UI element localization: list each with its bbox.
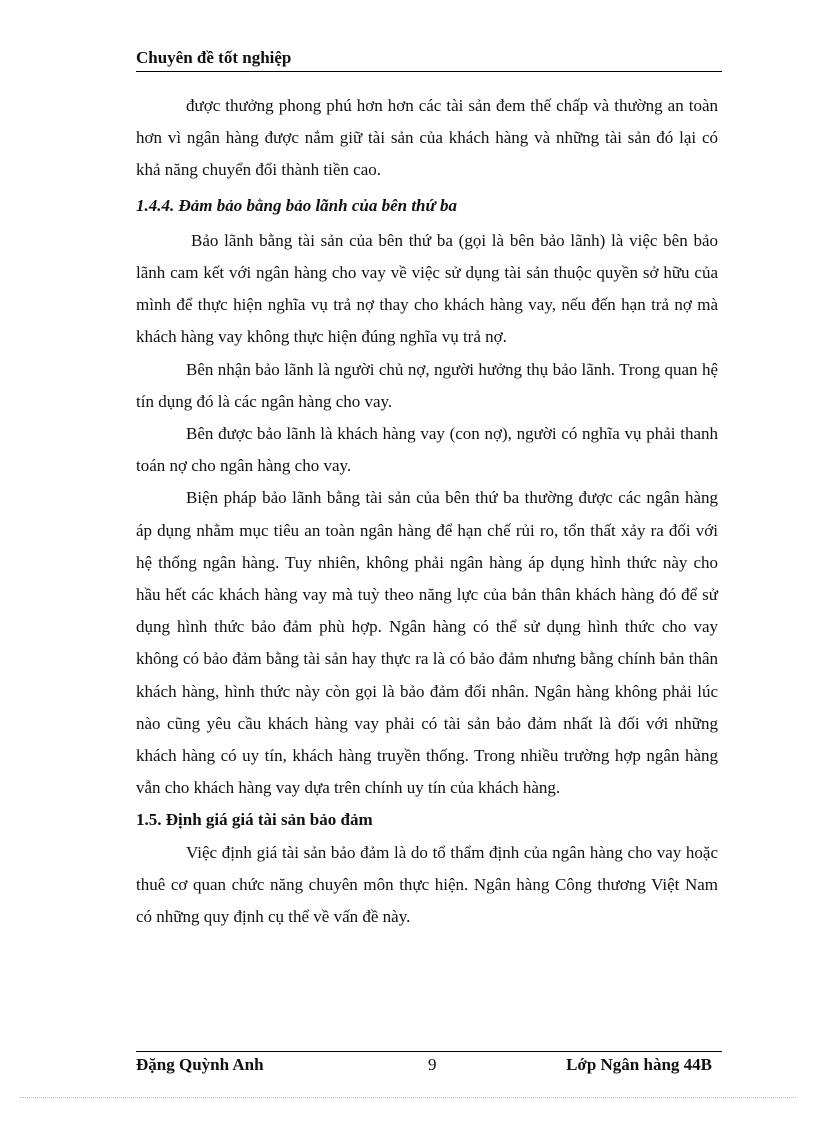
paragraph-1: được thưởng phong phú hơn hơn các tài sản đem thế chấp và thường an toàn hơn vì ngân hàng được nắm giữ tài sản của khách hàng và những tài sản đó lại có khả năng chuyển đổi thành tiền cao. — [136, 96, 718, 180]
document-body — [136, 90, 718, 933]
footer-author: Đặng Quỳnh Anh — [136, 1055, 264, 1074]
header-title: Chuyên đề tốt nghiệp — [136, 48, 292, 67]
paragraph-4: Bên được bảo lãnh là khách hàng vay (con nợ), người có nghĩa vụ phải thanh toán nợ cho ngân hàng cho vay. — [136, 424, 718, 476]
footer-class: Lớp Ngân hàng 44B — [566, 1055, 712, 1074]
paragraph-2: Bảo lãnh bằng tài sản của bên thứ ba (gọi là bên bảo lãnh) là việc bên bảo lãnh cam kết với ngân hàng cho vay về việc sử dụng tài sản thuộc quyền sở hữu của mình để thực hiện nghĩa vụ trả nợ thay cho khách hàng vay, nếu đến hạn trả nợ mà khách hàng vay không thực hiện đúng nghĩa vụ trả nợ. — [136, 230, 718, 347]
footer-divider — [136, 1051, 722, 1052]
section-heading-1-5: 1.5. Định giá giá tài sản bảo đảm — [136, 810, 373, 830]
paragraph-5: Biện pháp bảo lãnh bằng tài sản của bên thứ ba thường được các ngân hàng áp dụng nhằm mục tiêu an toàn ngân hàng để hạn chế rủi ro, tổn thất xảy ra đối với hệ thống ngân hàng. Tuy nhiên, không phải ngân hàng áp dụng hình thức này cho hầu hết các khách hàng vay mà tuỳ theo năng lực của bản thân khách hàng đó để sử dụng hình thức bảo đảm phù hợp. Ngân hàng có thể sử dụng hình thức cho vay không có bảo đảm bằng tài sản hay thực ra là có bảo đảm nhưng bằng chính bản thân khách hàng, hình thức này còn gọi là bảo đảm đối nhân. Ngân hàng không phải lúc nào cũng yêu cầu khách hàng vay phải có tài sản bảo đảm nhất là đối với những khách hàng có uy tín, khách hàng truyền thống. Trong nhiều trường hợp ngân hàng vẫn cho khách hàng vay dựa trên chính uy tín của khách hàng. — [136, 488, 718, 798]
page-number: 9 — [428, 1055, 437, 1074]
page-bottom-dotted-line — [20, 1097, 796, 1098]
section-heading-1-4-4: 1.4.4. Đảm bảo bằng bảo lãnh của bên thứ ba — [136, 195, 457, 215]
paragraph-6: Việc định giá tài sản bảo đảm là do tổ thẩm định của ngân hàng cho vay hoặc thuê cơ quan chức năng chuyên môn thực hiện. Ngân hàng Công thương Việt Nam có những quy định cụ thể về vấn đề này. — [136, 842, 718, 927]
page-header — [136, 46, 722, 72]
paragraph-3: Bên nhận bảo lãnh là người chủ nợ, người hưởng thụ bảo lãnh. Trong quan hệ tín dụng đó là các ngân hàng cho vay. — [136, 359, 718, 411]
